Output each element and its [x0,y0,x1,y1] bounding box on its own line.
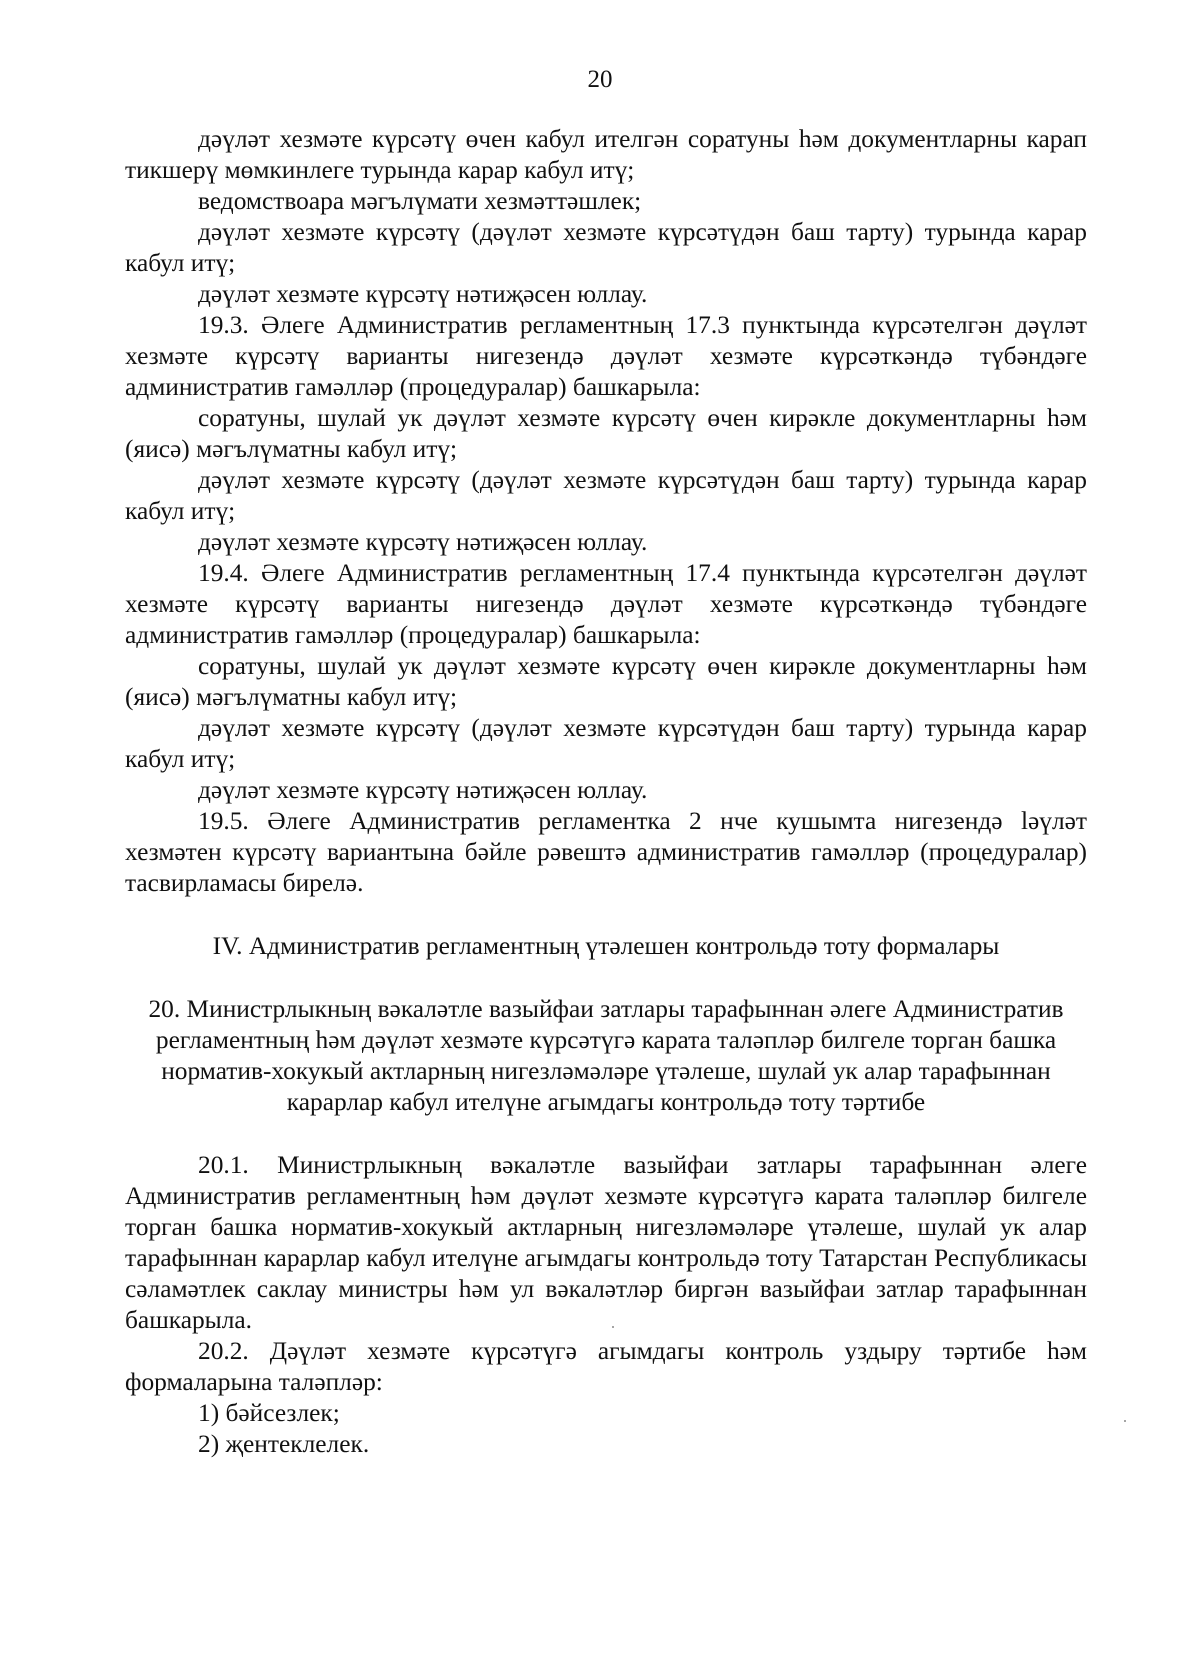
page-number: 20 [587,66,613,93]
paragraph-19-3: 19.3. Әлеге Административ регламентның 17.3 пунктында күрсәтелгән дәүләт хезмәте күрсәтү варианты нигезендә дәүләт хезмәте күрсәткәндә түбәндәге административ гамәлләр (процедуралар) башкарыла: [125,311,1087,401]
paragraph: дәүләт хезмәте күрсәтү нәтиҗәсен юллау. [198,280,648,308]
section-heading: IV. Административ регламентның үтәлешен контрольдә тоту формалары [212,932,1000,960]
paragraph-20-1: 20.1. Министрлыкның вәкаләтле вазыйфаи затлары тарафыннан әлеге Административ регламентның һәм дәүләт хезмәте күрсәтүгә карата таләпләр билгеле торган башка норматив-хокукый актларның нигезләмәләре үтәлеше, шулай ук алар тарафыннан карарлар кабул ителүне агымдагы контрольдә тоту Татарстан Республикасы сәламәтлек саклау министры һәм ул вәкаләтләр биргән вазыйфаи затлар тарафыннан башкарыла. [125,1151,1087,1334]
paragraph: ведомствоара мәгълүмати хезмәттәшлек; [198,187,642,215]
list-item: 1) бәйсезлек; [198,1399,340,1427]
paragraph: дәүләт хезмәте күрсәтү (дәүләт хезмәте күрсәтүдән баш тарту) турында карар кабул итү; [125,714,1087,773]
list-item: 2) җентеклелек. [198,1430,370,1458]
scan-speck [612,1326,614,1328]
paragraph: соратуны, шулай ук дәүләт хезмәте күрсәтү өчен кирәкле документларны һәм (яисә) мәгълүматны кабул итү; [125,652,1087,711]
scan-speck [1124,1420,1126,1422]
paragraph: дәүләт хезмәте күрсәтү нәтиҗәсен юллау. [198,528,648,556]
paragraph: дәүләт хезмәте күрсәтү нәтиҗәсен юллау. [198,776,648,804]
paragraph-19-4: 19.4. Әлеге Административ регламентның 17.4 пунктында күрсәтелгән дәүләт хезмәте күрсәтү варианты нигезендә дәүләт хезмәте күрсәткәндә түбәндәге административ гамәлләр (процедуралар) башкарыла: [125,559,1087,649]
paragraph-19-5: 19.5. Әлеге Административ регламентка 2 нче кушымта нигезендә lәүләт хезмәтен күрсәтү вариантына бәйле рәвештә административ гамәлләр (процедуралар) тасвирламасы бирелә. [125,807,1087,897]
paragraph: дәүләт хезмәте күрсәтү (дәүләт хезмәте күрсәтүдән баш тарту) турында карар кабул итү; [125,218,1087,277]
paragraph-20-2: 20.2. Дәүләт хезмәте күрсәтүгә агымдагы контроль уздыру тәртибе һәм формаларына таләпләр: [125,1337,1087,1396]
paragraph: соратуны, шулай ук дәүләт хезмәте күрсәтү өчен кирәкле документларны һәм (яисә) мәгълүматны кабул итү; [125,404,1087,463]
document-body [125,124,1087,1460]
subsection-heading: 20. Министрлыкның вәкаләтле вазыйфаи затлары тарафыннан әлеге Административ регламентның һәм дәүләт хезмәте күрсәтүгә карата таләпләр билгеле торган башка норматив-хокукый актларның нигезләмәләре үтәлеше, шулай ук алар тарафыннан карарлар кабул ителүне агымдагы контрольдә тоту тәртибе [148,995,1064,1116]
paragraph: дәүләт хезмәте күрсәтү (дәүләт хезмәте күрсәтүдән баш тарту) турында карар кабул итү; [125,466,1087,525]
paragraph: дәүләт хезмәте күрсәтү өчен кабул ителгән соратуны һәм документларны карап тикшерү мөмкинлеге турында карар кабул итү; [125,125,1087,184]
